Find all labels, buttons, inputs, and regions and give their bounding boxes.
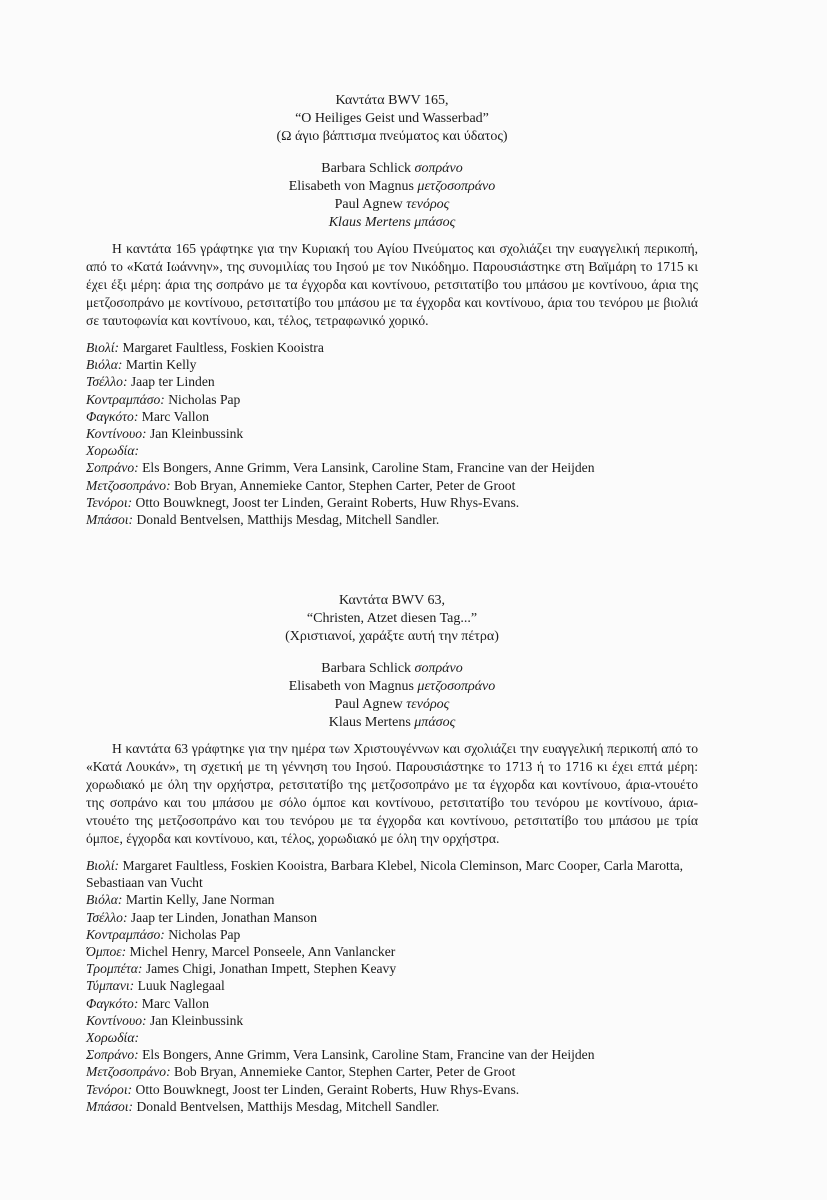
cantata-description: Η καντάτα 63 γράφτηκε για την ημέρα των Χριστουγέννων και σχολιάζει την ευαγγελική περικοπή από το «Κατά Λουκάν», τη σχετική με τη γέννηση του Ιησού. Παρουσιάστηκε το 1713 ή το 1716 κι έχει επτά μέρη: χορωδιακό με όλη την ορχήστρα, ρετσιτατίβο της μετζοσοπράνο με τα έγχορδα και κοντίνουο, άρια-ντουέτο της σοπράνο και του μπάσου με σόλο όμποε και κοντίνουο, ρετσιτατίβο του τενόρου με κοντίνουο, άρια-ντουέτο της μετζοσοπράνο και του τενόρου με τα έγχορδα και κοντίνουο, ρετσιτατίβο του μπάσου με τρία όμποε, έγχορδα και κοντίνουο, και, τέλος, χορωδιακό με όλη την ορχήστρα. [86,741,698,846]
player-names: Jan Kleinbussink [149,1012,244,1028]
ensemble-list [86,339,698,528]
player-names: Donald Bentvelsen, Matthijs Mesdag, Mitchell Sandler. [136,1098,440,1114]
player-names: Martin Kelly [125,357,197,373]
performer-name: Elisabeth von Magnus [288,179,414,194]
performer-role: μετζοσοπράνο [417,179,496,194]
cantata-translation: (Ω άγιο βάπτισμα πνεύματος και ύδατος) [276,129,508,144]
player-names: Els Bongers, Anne Grimm, Vera Lansink, Caroline Stam, Francine van der Heijden [142,460,595,476]
player-names: Margaret Faultless, Foskien Kooistra [122,340,324,355]
performer-role: τενόρος [406,697,450,712]
ensemble-row [86,442,698,459]
instrument-label: Μπάσοι: [86,1098,134,1114]
player-names: Marc Vallon [141,408,210,424]
performer-name: Paul Agnew [334,697,403,712]
player-names: James Chigi, Jonathan Impett, Stephen Keavy [145,961,397,977]
player-names: Marc Vallon [141,995,210,1011]
performer-role: μπάσος [414,715,456,730]
performer-tenor [86,696,698,714]
performer-mezzo [86,178,698,196]
performer-role: μπάσος [414,215,456,230]
performer-role: σοπράνο [414,161,463,176]
ensemble-row [86,977,698,994]
performer-name: Barbara Schlick [321,161,412,176]
ensemble-row [86,943,698,960]
instrument-label: Μετζοσοπράνο: [86,1064,171,1080]
player-names: Bob Bryan, Annemieke Cantor, Stephen Carter, Peter de Groot [174,1064,516,1080]
ensemble-row [86,477,698,494]
performer-name: Klaus Mertens [328,715,411,730]
instrument-label: Βιολί: [86,858,120,873]
player-names: Jaap ter Linden, Jonathan Manson [130,909,318,925]
player-names: Michel Henry, Marcel Ponseele, Ann Vanlancker [129,944,396,960]
ensemble-row [86,926,698,943]
performer-role: τενόρος [406,197,450,212]
performers-list [86,660,698,732]
instrument-label: Τσέλλο: [86,909,128,925]
player-names: Jan Kleinbussink [149,426,244,442]
instrument-label: Κοντίνουο: [86,426,147,442]
performer-role: μετζοσοπράνο [417,679,496,694]
instrument-label: Όμποε: [86,944,127,960]
instrument-label: Κοντραμπάσο: [86,926,165,942]
performer-role: σοπράνο [414,661,463,676]
ensemble-row [86,459,698,476]
instrument-label: Τύμπανι: [86,978,135,994]
performer-bass [86,714,698,732]
ensemble-row [86,857,698,891]
performers-list [86,160,698,232]
ensemble-row [86,391,698,408]
cantata-section-bwv63 [86,592,698,1115]
instrument-label: Χορωδία: [86,443,139,459]
instrument-label: Βιόλα: [86,357,123,373]
cantata-subtitle: “Christen, Atzet diesen Tag...” [306,611,478,626]
ensemble-list [86,857,698,1115]
ensemble-row [86,1081,698,1098]
instrument-label: Φαγκότο: [86,408,139,424]
ensemble-row [86,356,698,373]
player-names: Donald Bentvelsen, Matthijs Mesdag, Mitchell Sandler. [136,512,440,528]
player-names: Otto Bouwknegt, Joost ter Linden, Geraint Roberts, Huw Rhys-Evans. [135,1081,520,1097]
performer-name: Elisabeth von Magnus [288,679,414,694]
instrument-label: Σοπράνο: [86,1047,139,1063]
instrument-label: Τρομπέτα: [86,961,143,977]
instrument-label: Φαγκότο: [86,995,139,1011]
ensemble-row [86,408,698,425]
player-names: Nicholas Pap [168,926,241,942]
ensemble-row [86,995,698,1012]
instrument-label: Τενόροι: [86,1081,133,1097]
cantata-description: Η καντάτα 165 γράφτηκε για την Κυριακή του Αγίου Πνεύματος και σχολιάζει την ευαγγελική περικοπή, από το «Κατά Ιωάννην», της συνομιλίας του Ιησού με τον Νικόδημο. Παρουσιάστηκε στη Βαϊμάρη το 1715 κι έχει έξι μέρη: άρια της σοπράνο με τα έγχορδα και κοντίνουο, ρετσιτατίβο του μπάσου με κοντίνουο, άρια της μετζοσοπράνο με κοντίνουο, ρετσιτατίβο του μπάσου με τα έγχορδα και κοντίνουο, άρια του τενόρου με βιολιά σε ταυτοφωνία και κοντίνουο, και, τέλος, τετραφωνικό χορικό. [86,241,698,328]
ensemble-row [86,373,698,390]
instrument-label: Κοντραμπάσο: [86,391,165,407]
player-names: Martin Kelly, Jane Norman [125,892,275,908]
ensemble-row [86,909,698,926]
player-names: Els Bongers, Anne Grimm, Vera Lansink, Caroline Stam, Francine van der Heijden [142,1047,595,1063]
ensemble-row [86,1063,698,1080]
performer-bass [86,214,698,232]
player-names: Nicholas Pap [168,391,241,407]
cantata-subtitle: “O Heiliges Geist und Wasserbad” [295,111,489,126]
performer-tenor [86,196,698,214]
ensemble-row [86,1098,698,1115]
performer-soprano [86,160,698,178]
cantata-title: Καντάτα BWV 63, [338,593,446,608]
instrument-label: Μετζοσοπράνο: [86,477,171,493]
player-names: Margaret Faultless, Foskien Kooistra, Barbara Klebel, Nicola Cleminson, Marc Cooper, Carla Marotta, Sebastiaan van Vucht [86,858,684,891]
performer-name: Klaus Mertens [328,215,411,230]
ensemble-row [86,891,698,908]
instrument-label: Σοπράνο: [86,460,139,476]
performer-name: Barbara Schlick [321,661,412,676]
ensemble-row [86,339,698,356]
cantata-title: Καντάτα BWV 165, [335,93,449,108]
instrument-label: Βιόλα: [86,892,123,908]
performer-soprano [86,660,698,678]
instrument-label: Χορωδία: [86,1030,139,1046]
ensemble-row [86,494,698,511]
ensemble-row [86,1046,698,1063]
cantata-translation: (Χριστιανοί, χαράξτε αυτή την πέτρα) [285,629,499,644]
instrument-label: Βιολί: [86,340,120,355]
instrument-label: Μπάσοι: [86,512,134,528]
performer-name: Paul Agnew [334,197,403,212]
cantata-heading [86,592,698,646]
player-names: Jaap ter Linden [130,374,215,390]
cantata-section-bwv165 [86,92,698,528]
player-names: Bob Bryan, Annemieke Cantor, Stephen Carter, Peter de Groot [174,477,516,493]
ensemble-row [86,1012,698,1029]
ensemble-row [86,960,698,977]
instrument-label: Κοντίνουο: [86,1012,147,1028]
instrument-label: Τσέλλο: [86,374,128,390]
ensemble-row [86,425,698,442]
ensemble-row [86,511,698,528]
player-names: Luuk Naglegaal [137,978,225,994]
instrument-label: Τενόροι: [86,494,133,510]
player-names: Otto Bouwknegt, Joost ter Linden, Geraint Roberts, Huw Rhys-Evans. [135,494,520,510]
performer-mezzo [86,678,698,696]
cantata-heading [86,92,698,146]
ensemble-row [86,1029,698,1046]
